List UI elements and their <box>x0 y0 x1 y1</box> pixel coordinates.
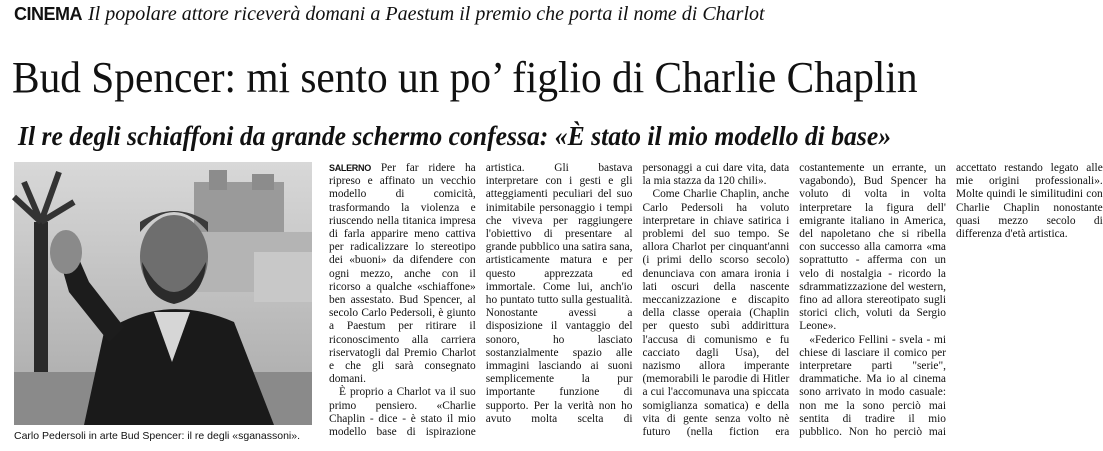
dateline: SALERNO <box>329 163 371 173</box>
article-body <box>329 162 1103 449</box>
section-tag: CINEMA <box>14 4 82 24</box>
kicker-text: Il popolare attore riceverà domani a Paestum il premio che porta il nome di Charlot <box>88 3 765 25</box>
headline: Bud Spencer: mi sento un po’ figlio di Charlie Chaplin <box>12 53 918 102</box>
kicker <box>14 3 765 26</box>
article-paragraph: «Federico Fellini - svela - mi chiese di lasciare il comico per interpretare parti "serie", drammatiche. Ma io al cinema sono arrivato in modo casuale: non me la sono perciò mai sentita di tradire il mio pubblico. Non ho perciò mai accettato restando legato alle mie origini professionali». Molte quindi le similitudini con Charlie Chaplin nonostante quasi mezzo secolo di differenza d'età artistica. <box>799 162 1103 439</box>
article-paragraph: Come Charlie Chaplin, anche Carlo Pedersoli ha voluto interpretare in chiave satirica i problemi del suo tempo. Se allora Charlot per cinquant'anni (i primi dello scorso secolo) denunciava con amara ironia i lati oscuri della nascente meccanizzazione e discapito della classe operaia (Chaplin per questo subì addirittura l'accusa di comunismo e fu cacciato dagli Usa), del nazismo allora imperante (memorabili le parodie di Hitler a cui l'accomunava una spiccata somiglianza somatica) e della vita di gente senza volto nè futuro (nella fiction era costantemente un errante, un vagabondo), Bud Spencer ha voluto di volta in volta interpretare la figura dell' emigrante italiano in America, del napoletano che si ribella con successo alla camorra «ma soprattutto - afferma con un velo di nostalgia - ricordo la sdrammatizzazione del western, fino ad allora stereotipato sugli storici clich, voluti da Sergio Leone». <box>642 162 946 439</box>
article-paragraph: SALERNO Per far ridere ha ripreso e affinato un vecchio modello di comicità, trasformando la violenza e riuscendo nella titanica impresa di farla apparire meno cattiva per radicalizzare lo stereotipo dei «buoni» da difendere con ogni mezzo, anche con il ricorso a qualche «schiaffone» ben assestato. Bud Spencer, al secolo Carlo Pedersoli, è giunto a Paestum per ritirare il riconoscimento alla carriera riservatogli dal Premio Charlot e che gli sarà consegnato domani. <box>329 162 476 386</box>
deck-subtitle: Il re degli schiaffoni da grande schermo confessa: «È stato il mio modello di base» <box>18 121 892 151</box>
article-photo <box>14 162 312 425</box>
article-paragraph: È proprio a Charlot va il suo primo pensiero. «Charlie Chaplin - dice - è stato il mio modello base di ispirazione artistica. Gli bastava interpretare con i gesti e gli atteggiamenti peculiari del suo inimitabile personaggio i tempi che viveva per raggiungere l'obiettivo di presentare al grande pubblico una satira sana, artisticamente matura e per questo apprezzata ed immortale. Come lui, anch'io ho puntato tutto sulla gestualità. Nonostante avessi a disposizione il vantaggio del sonoro, ho lasciato sostanzialmente spazio alle immagini lasciando ai suoni semplicemente la pur importante funzione di supporto. Per la verità non ho avuto molta scelta di personaggi a cui dare vita, data la mia stazza da 120 chili». <box>329 162 790 439</box>
photo-caption: Carlo Pedersoli in arte Bud Spencer: il re degli «sganassoni». <box>14 430 300 442</box>
portrait-photo-icon <box>14 162 312 425</box>
